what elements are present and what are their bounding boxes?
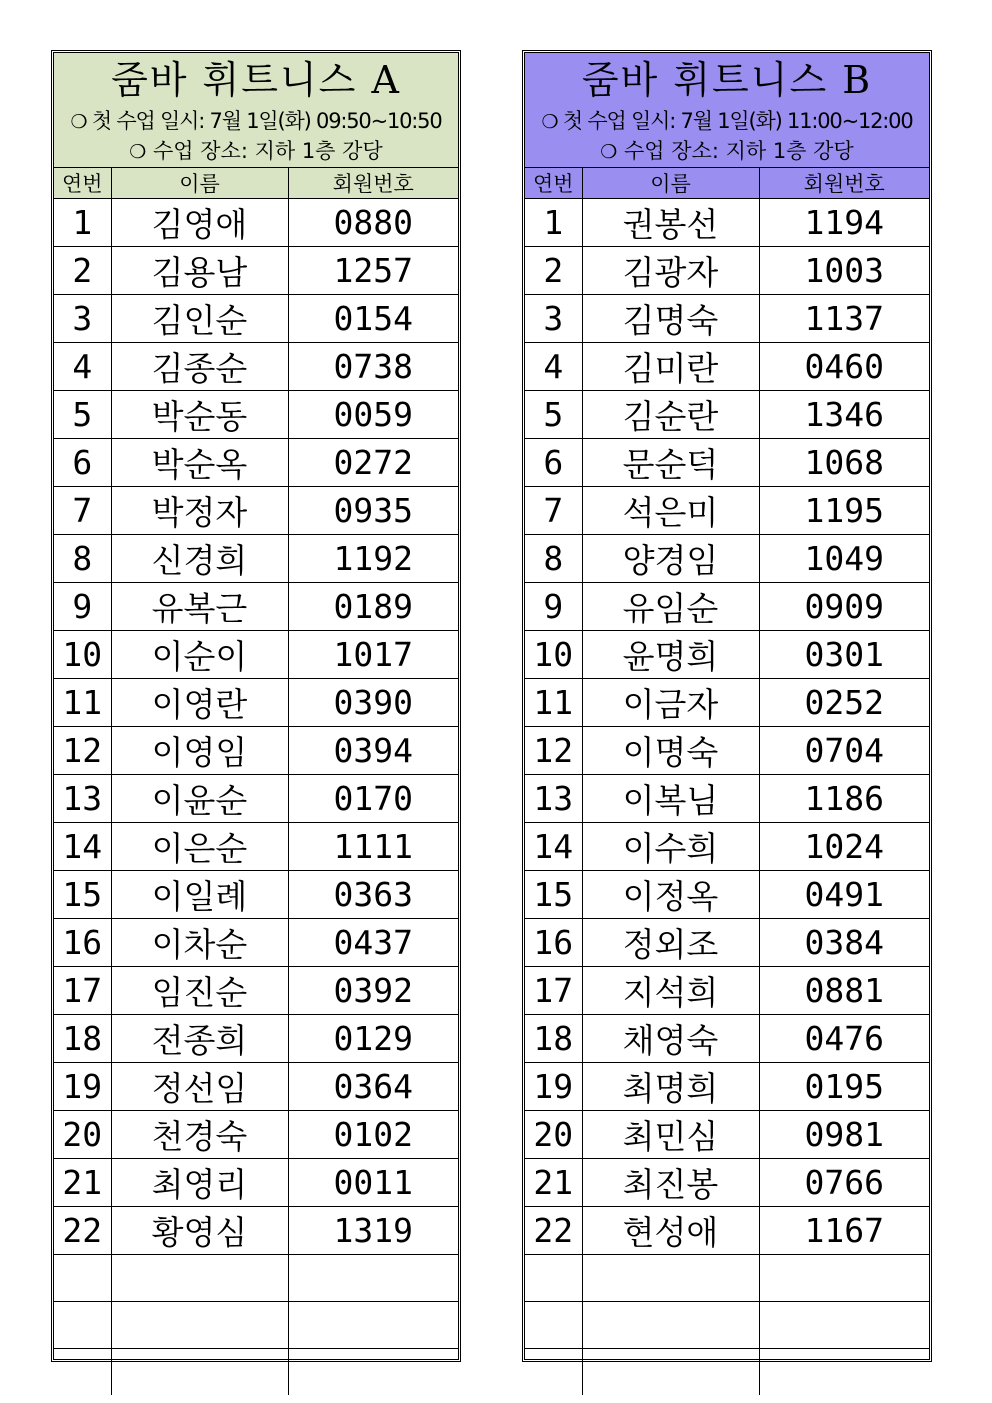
class-b-location-text: 수업 장소: 지하 1층 강당 (624, 139, 854, 163)
row-index: 5 (54, 391, 111, 439)
class-a-rows (54, 199, 458, 1396)
table-row (525, 1063, 929, 1111)
member-number: 0011 (288, 1159, 458, 1207)
member-number: 1186 (759, 775, 929, 823)
row-index (54, 1255, 111, 1302)
table-row (525, 1111, 929, 1159)
row-index: 17 (54, 967, 111, 1015)
member-name: 이명숙 (582, 727, 759, 775)
row-index (54, 1349, 111, 1396)
row-index: 20 (525, 1111, 582, 1159)
member-name: 이차순 (111, 919, 288, 967)
member-name: 김광자 (582, 247, 759, 295)
table-row (54, 343, 458, 391)
member-number: 0437 (288, 919, 458, 967)
member-number: 1194 (759, 199, 929, 247)
member-number: 0880 (288, 199, 458, 247)
member-number: 1192 (288, 535, 458, 583)
member-number: 0189 (288, 583, 458, 631)
member-name: 정선임 (111, 1063, 288, 1111)
table-row (54, 679, 458, 727)
member-name: 김명숙 (582, 295, 759, 343)
member-name: 전종희 (111, 1015, 288, 1063)
table-row (525, 967, 929, 1015)
member-number: 0738 (288, 343, 458, 391)
header-index: 연번 (54, 168, 111, 199)
member-name: 박정자 (111, 487, 288, 535)
row-index: 22 (525, 1207, 582, 1255)
table-row (525, 1302, 929, 1349)
table-row (525, 1255, 929, 1302)
row-index: 7 (54, 487, 111, 535)
member-number (759, 1302, 929, 1349)
row-index: 9 (54, 583, 111, 631)
table-row (525, 631, 929, 679)
member-name: 최영리 (111, 1159, 288, 1207)
table-row (525, 775, 929, 823)
member-name: 지석희 (582, 967, 759, 1015)
table-row (54, 439, 458, 487)
row-index: 3 (525, 295, 582, 343)
member-number: 0935 (288, 487, 458, 535)
row-index: 2 (54, 247, 111, 295)
member-number: 1049 (759, 535, 929, 583)
member-name: 김종순 (111, 343, 288, 391)
member-number: 0195 (759, 1063, 929, 1111)
row-index: 12 (525, 727, 582, 775)
class-b-rows (525, 199, 929, 1396)
row-index: 16 (54, 919, 111, 967)
row-index: 1 (525, 199, 582, 247)
member-name: 이금자 (582, 679, 759, 727)
table-row (54, 727, 458, 775)
table-row (54, 535, 458, 583)
table-row (525, 919, 929, 967)
member-number: 0272 (288, 439, 458, 487)
class-a-location (54, 137, 458, 167)
table-row (54, 487, 458, 535)
row-index: 19 (525, 1063, 582, 1111)
member-name: 이복님 (582, 775, 759, 823)
header-name: 이름 (582, 168, 759, 199)
table-row (54, 631, 458, 679)
member-name: 이영란 (111, 679, 288, 727)
member-number: 0881 (759, 967, 929, 1015)
member-number (288, 1302, 458, 1349)
header-index: 연번 (525, 168, 582, 199)
row-index (525, 1255, 582, 1302)
table-row (54, 247, 458, 295)
member-name: 윤명희 (582, 631, 759, 679)
member-number: 0491 (759, 871, 929, 919)
row-index: 8 (525, 535, 582, 583)
class-b-table (525, 168, 929, 1395)
member-name: 유임순 (582, 583, 759, 631)
table-row (54, 391, 458, 439)
member-name: 김용남 (111, 247, 288, 295)
table-row (525, 679, 929, 727)
member-name: 유복근 (111, 583, 288, 631)
table-row (54, 1349, 458, 1396)
row-index: 21 (525, 1159, 582, 1207)
table-row (525, 199, 929, 247)
member-name (111, 1255, 288, 1302)
member-name: 박순동 (111, 391, 288, 439)
member-number: 0102 (288, 1111, 458, 1159)
table-row (54, 775, 458, 823)
member-number: 0364 (288, 1063, 458, 1111)
class-a-title: 줌바 휘트니스 A (111, 58, 401, 102)
row-index: 3 (54, 295, 111, 343)
table-row (54, 871, 458, 919)
row-index: 6 (525, 439, 582, 487)
member-name: 문순덕 (582, 439, 759, 487)
member-number: 1137 (759, 295, 929, 343)
member-number: 0301 (759, 631, 929, 679)
member-number: 1111 (288, 823, 458, 871)
circle-bullet-icon: ❍ (541, 111, 558, 133)
table-row (54, 919, 458, 967)
table-row (54, 1159, 458, 1207)
row-index: 7 (525, 487, 582, 535)
row-index: 18 (525, 1015, 582, 1063)
row-index: 12 (54, 727, 111, 775)
class-b-header (525, 53, 929, 168)
table-row (525, 727, 929, 775)
table-row (54, 1063, 458, 1111)
member-name: 신경희 (111, 535, 288, 583)
member-name: 박순옥 (111, 439, 288, 487)
member-number: 0981 (759, 1111, 929, 1159)
member-number: 0766 (759, 1159, 929, 1207)
table-row (525, 823, 929, 871)
class-b-roster (522, 50, 932, 1362)
member-number (759, 1255, 929, 1302)
table-row (54, 1207, 458, 1255)
header-name: 이름 (111, 168, 288, 199)
member-name: 김인순 (111, 295, 288, 343)
class-b-schedule-text: 첫 수업 일시: 7월 1일(화) 11:00~12:00 (562, 109, 913, 133)
header-member-number: 회원번호 (759, 168, 929, 199)
member-name (111, 1302, 288, 1349)
class-b-location (525, 137, 929, 167)
table-row (525, 487, 929, 535)
table-row (525, 1349, 929, 1396)
row-index: 4 (525, 343, 582, 391)
row-index: 6 (54, 439, 111, 487)
row-index: 1 (54, 199, 111, 247)
member-number (288, 1349, 458, 1396)
member-name: 김영애 (111, 199, 288, 247)
member-name: 이수희 (582, 823, 759, 871)
row-index (525, 1302, 582, 1349)
member-name: 이순이 (111, 631, 288, 679)
row-index: 9 (525, 583, 582, 631)
member-name: 채영숙 (582, 1015, 759, 1063)
table-row (54, 823, 458, 871)
row-index: 5 (525, 391, 582, 439)
member-number: 0154 (288, 295, 458, 343)
class-a-schedule (54, 105, 458, 137)
member-name: 김순란 (582, 391, 759, 439)
member-name: 이일례 (111, 871, 288, 919)
member-name: 황영심 (111, 1207, 288, 1255)
member-number: 0476 (759, 1015, 929, 1063)
member-number: 0390 (288, 679, 458, 727)
member-name: 정외조 (582, 919, 759, 967)
member-number: 0363 (288, 871, 458, 919)
member-number (759, 1349, 929, 1396)
member-number: 0129 (288, 1015, 458, 1063)
row-index: 17 (525, 967, 582, 1015)
table-row (525, 1207, 929, 1255)
member-name (582, 1255, 759, 1302)
class-a-location-text: 수업 장소: 지하 1층 강당 (153, 139, 383, 163)
circle-bullet-icon: ❍ (600, 141, 618, 163)
member-name: 김미란 (582, 343, 759, 391)
table-row (525, 871, 929, 919)
table-row (525, 1159, 929, 1207)
member-number: 1003 (759, 247, 929, 295)
member-number: 0392 (288, 967, 458, 1015)
circle-bullet-icon: ❍ (129, 141, 147, 163)
class-a-table (54, 168, 458, 1395)
table-row (54, 1255, 458, 1302)
table-row (54, 583, 458, 631)
table-row (525, 295, 929, 343)
class-a-schedule-text: 첫 수업 일시: 7월 1일(화) 09:50~10:50 (91, 109, 442, 133)
member-number: 1257 (288, 247, 458, 295)
member-name: 최진봉 (582, 1159, 759, 1207)
row-index: 20 (54, 1111, 111, 1159)
member-name: 양경임 (582, 535, 759, 583)
row-index: 10 (525, 631, 582, 679)
class-b-title: 줌바 휘트니스 B (581, 58, 873, 102)
row-index: 11 (525, 679, 582, 727)
row-index: 15 (525, 871, 582, 919)
table-row (525, 1015, 929, 1063)
member-name: 천경숙 (111, 1111, 288, 1159)
table-row (525, 391, 929, 439)
table-row (54, 1111, 458, 1159)
member-name: 현성애 (582, 1207, 759, 1255)
row-index: 4 (54, 343, 111, 391)
row-index: 19 (54, 1063, 111, 1111)
row-index: 2 (525, 247, 582, 295)
class-a-roster (51, 50, 461, 1362)
table-row (54, 1015, 458, 1063)
row-index: 14 (54, 823, 111, 871)
row-index: 18 (54, 1015, 111, 1063)
table-row (54, 1302, 458, 1349)
member-number: 0059 (288, 391, 458, 439)
member-name (582, 1349, 759, 1396)
member-number: 1167 (759, 1207, 929, 1255)
row-index (54, 1302, 111, 1349)
table-row (525, 535, 929, 583)
member-number: 1068 (759, 439, 929, 487)
class-a-header (54, 53, 458, 168)
row-index: 22 (54, 1207, 111, 1255)
row-index: 11 (54, 679, 111, 727)
class-b-column-headers (525, 168, 929, 199)
member-number: 0460 (759, 343, 929, 391)
member-number: 1195 (759, 487, 929, 535)
member-number: 1346 (759, 391, 929, 439)
member-name: 최명희 (582, 1063, 759, 1111)
member-number: 0704 (759, 727, 929, 775)
member-name: 이정옥 (582, 871, 759, 919)
circle-bullet-icon: ❍ (70, 111, 87, 133)
table-row (54, 199, 458, 247)
header-member-number: 회원번호 (288, 168, 458, 199)
member-number: 1319 (288, 1207, 458, 1255)
row-index: 21 (54, 1159, 111, 1207)
row-index: 8 (54, 535, 111, 583)
member-name: 권봉선 (582, 199, 759, 247)
class-b-schedule (525, 105, 929, 137)
table-row (525, 439, 929, 487)
table-row (525, 343, 929, 391)
member-name: 석은미 (582, 487, 759, 535)
member-number (288, 1255, 458, 1302)
row-index: 13 (54, 775, 111, 823)
member-number: 0394 (288, 727, 458, 775)
member-name (582, 1302, 759, 1349)
member-name: 이영임 (111, 727, 288, 775)
member-number: 0170 (288, 775, 458, 823)
row-index: 10 (54, 631, 111, 679)
member-number: 0384 (759, 919, 929, 967)
member-name: 최민심 (582, 1111, 759, 1159)
table-row (54, 295, 458, 343)
member-number: 1024 (759, 823, 929, 871)
member-name: 이은순 (111, 823, 288, 871)
row-index: 16 (525, 919, 582, 967)
member-name: 임진순 (111, 967, 288, 1015)
member-name: 이윤순 (111, 775, 288, 823)
class-a-column-headers (54, 168, 458, 199)
table-row (525, 583, 929, 631)
member-number: 1017 (288, 631, 458, 679)
row-index (525, 1349, 582, 1396)
member-name (111, 1349, 288, 1396)
table-row (525, 247, 929, 295)
row-index: 15 (54, 871, 111, 919)
member-number: 0252 (759, 679, 929, 727)
member-number: 0909 (759, 583, 929, 631)
row-index: 14 (525, 823, 582, 871)
row-index: 13 (525, 775, 582, 823)
table-row (54, 967, 458, 1015)
